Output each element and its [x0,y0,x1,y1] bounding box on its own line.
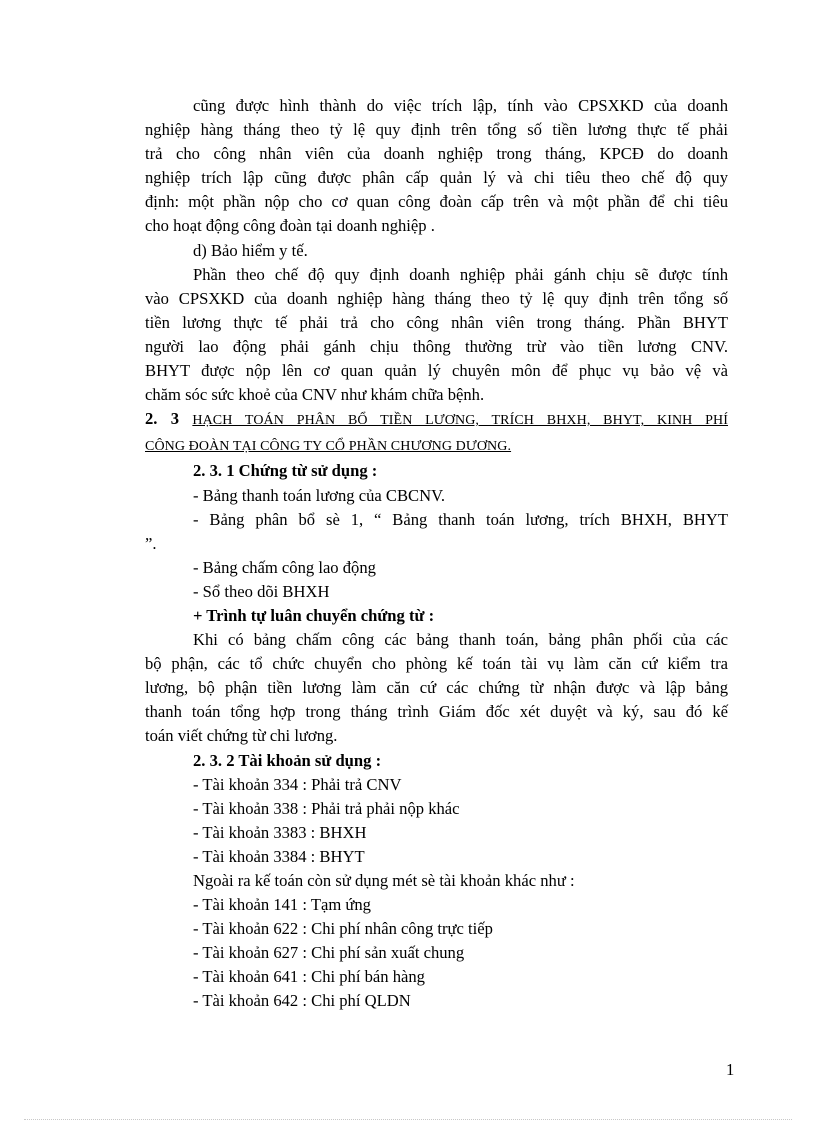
list-item: - Sổ theo dõi BHXH [193,581,330,601]
other-accounts-intro: Ngoài ra kế toán còn sử dụng mét sè tài khoản khác như : [193,871,575,890]
section-heading-line1: HẠCH TOÁN PHÂN BỔ TIỀN LƯƠNG, TRÍCH BHXH, BHYT, KINH PHÍ [192,413,729,429]
paragraph-line: tiền lương thực tế phải trả cho công nhân viên trong tháng. Phần BHYT [145,312,728,332]
page-content [145,94,728,1014]
list-item: - Bảng chấm công lao động [193,557,376,577]
section-d-title: d) Bảo hiểm y tế. [193,240,308,260]
section-heading-continued [145,433,728,459]
paragraph-line: bộ phận, các tổ chức chuyển cho phòng kế toán tài vụ làm căn cứ kiểm tra [145,654,728,674]
paragraph-line: thanh toán tổng hợp trong tháng trình Giám đốc xét duyệt và ký, sau đó kế [145,702,728,722]
paragraph-line: lương, bộ phận tiền lương làm căn cứ các chứng từ nhận được và lập bảng [145,678,728,698]
page-number: 1 [726,1060,735,1079]
list-item: - Tài khoản 642 : Chi phí QLDN [193,991,411,1011]
subsection-title-accounts: 2. 3. 2 Tài khoản sử dụng : [193,750,382,770]
paragraph-line: vào CPSXKD của doanh nghiệp hàng tháng theo tỷ lệ quy định trên tổng số [145,288,728,308]
paragraph-line: cũng được hình thành do việc trích lập, tính vào CPSXKD của doanh [193,96,728,115]
list-item: - Bảng phân bổ sè 1, “ Bảng thanh toán lương, trích BHXH, BHYT [193,509,728,529]
paragraph-line: cho hoạt động công đoàn tại doanh nghiệp . [145,216,435,236]
list-item: - Tài khoản 141 : Tạm ứng [193,895,371,915]
paragraph-line: nghiệp trích lập cũng được phân cấp quản lý và chi tiêu theo chế độ quy [145,168,728,188]
subsection-title-documents: 2. 3. 1 Chứng từ sử dụng : [193,461,378,481]
section-heading-number: 2. 3 [145,409,180,429]
paragraph-line: chăm sóc sức khoẻ của CNV như khám chữa bệnh. [145,385,485,405]
list-item: - Tài khoản 622 : Chi phí nhân công trực tiếp [193,919,493,939]
list-item-continued: ”. [145,533,157,553]
procedure-title: + Trình tự luân chuyển chứng từ : [193,605,435,625]
section-heading-line2: CÔNG ĐOÀN TẠI CÔNG TY CỔ PHẦN CHƯƠNG DƯƠNG. [145,439,512,455]
paragraph-line: Khi có bảng chấm công các bảng thanh toán, bảng phân phối của các [193,630,728,650]
paragraph-line: người lao động phải gánh chịu thông thường trừ vào tiền lương CNV. [145,336,728,356]
paragraph-line: toán viết chứng từ chi lương. [145,726,338,746]
page-bottom-divider [24,1119,792,1120]
list-item: - Tài khoản 334 : Phải trả CNV [193,774,402,794]
list-item: - Bảng thanh toán lương của CBCNV. [193,485,446,505]
paragraph-line: Phần theo chế độ quy định doanh nghiệp phải gánh chịu sẽ được tính [193,264,728,284]
section-heading [145,407,728,433]
paragraph-line: BHYT được nộp lên cơ quan quản lý chuyên môn để phục vụ bảo vệ và [145,361,728,381]
list-item: - Tài khoản 3384 : BHYT [193,846,365,866]
paragraph-line: nghiệp hàng tháng theo tỷ lệ quy định trên tổng số tiền lương thực tế phải [145,120,728,140]
paragraph-line: trả cho công nhân viên của doanh nghiệp trong tháng, KPCĐ do doanh [145,144,728,164]
list-item: - Tài khoản 3383 : BHXH [193,822,367,842]
list-item: - Tài khoản 627 : Chi phí sản xuất chung [193,943,465,963]
paragraph-line: định: một phần nộp cho cơ quan công đoàn cấp trên và một phần để chi tiêu [145,192,728,212]
list-item: - Tài khoản 338 : Phải trả phải nộp khác [193,798,460,818]
list-item: - Tài khoản 641 : Chi phí bán hàng [193,967,425,987]
